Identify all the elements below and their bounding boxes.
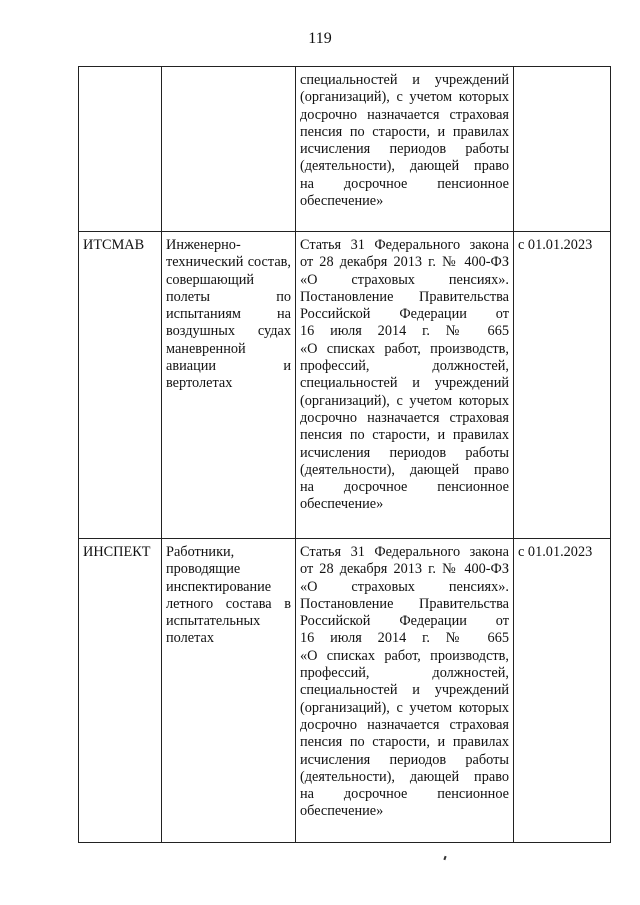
legal-text-line: на досрочное пенсионное (300, 479, 509, 496)
description-line: полеты по (166, 288, 291, 305)
legal-text-line: исчисления периодов работы (300, 751, 509, 768)
description-line: вертолетах (166, 375, 233, 392)
legal-text-line: специальностей и учреждений (300, 682, 509, 699)
legal-text-line: (деятельности), дающей право (300, 768, 509, 785)
description-line: инспектирование (166, 578, 272, 595)
legal-text-line: (организаций), с учетом которых (300, 89, 509, 106)
description-line: Работники, (166, 544, 235, 560)
legal-text-line: на досрочное пенсионное (300, 175, 509, 192)
legal-text-line: досрочно назначается страховая (300, 409, 509, 426)
description-line: летного состава в (166, 595, 291, 612)
legal-text-line: «О страховых пенсиях». (300, 578, 509, 595)
description-line: полетах (166, 630, 215, 647)
effective-date-cell (514, 67, 611, 232)
legal-text-line: (деятельности), дающей право (300, 158, 509, 175)
description-cell (162, 232, 296, 539)
legal-text-line: исчисления периодов работы (300, 141, 509, 158)
legal-text-line: 16 июля 2014 г. № 665 (300, 323, 509, 340)
effective-date-cell: с 01.01.2023 (514, 232, 611, 539)
table-row (79, 539, 611, 843)
legal-text-line: пенсия по старости, и правилах (300, 427, 509, 444)
table-row-continuation (79, 67, 611, 232)
description-line: совершающий (166, 271, 255, 288)
description-cell (162, 67, 296, 232)
legal-text-line: на досрочное пенсионное (300, 786, 509, 803)
legal-basis-cell (296, 539, 514, 843)
legal-text-line: обеспечение» (300, 496, 384, 513)
description-cell (162, 539, 296, 843)
legal-text-line: Постановление Правительства (300, 288, 509, 305)
legal-text-line: досрочно назначается страховая (300, 716, 509, 733)
description-line: технический состав, (166, 254, 291, 271)
legal-text-line: (организаций), с учетом которых (300, 392, 509, 409)
legal-text-line: Российской Федерации от (300, 613, 509, 630)
legal-text-line: Российской Федерации от (300, 306, 509, 323)
legal-text-line: обеспечение» (300, 803, 384, 820)
legal-text-line: пенсия по старости, и правилах (300, 123, 509, 140)
legal-text-line: «О списках работ, производств, (300, 340, 509, 357)
description-line: авиации и (166, 358, 291, 375)
legal-text-line: специальностей и учреждений (300, 375, 509, 392)
legal-text-line: от 28 декабря 2013 г. № 400-ФЗ (300, 561, 509, 578)
legal-text-line: пенсия по старости, и правилах (300, 734, 509, 751)
legal-text-line: профессий, должностей, (300, 665, 509, 682)
legal-text-line: «О страховых пенсиях». (300, 271, 509, 288)
legal-text-line: 16 июля 2014 г. № 665 (300, 630, 509, 647)
code-cell: ИТСМАВ (79, 232, 162, 539)
description-line: Инженерно- (166, 237, 241, 253)
legal-text-line: Статья 31 Федерального закона (300, 237, 509, 253)
page-number: 119 (308, 30, 332, 47)
description-line: испытательных (166, 613, 261, 630)
description-line: маневренной (166, 340, 246, 357)
description-line: проводящие (166, 561, 241, 578)
legal-basis-cell (296, 232, 514, 539)
legal-text-line: профессий, должностей, (300, 358, 509, 375)
legal-text-line: «О списках работ, производств, (300, 647, 509, 664)
legal-text-line: Постановление Правительства (300, 595, 509, 612)
description-line: воздушных судах (166, 323, 291, 340)
effective-date-cell: с 01.01.2023 (514, 539, 611, 843)
legal-text-line: (организаций), с учетом которых (300, 699, 509, 716)
legal-basis-cell (296, 67, 514, 232)
legal-text-line: (деятельности), дающей право (300, 461, 509, 478)
positions-table (78, 66, 611, 843)
code-cell (79, 67, 162, 232)
legal-text-line: специальностей и учреждений (300, 72, 509, 88)
legal-text-line: Статья 31 Федерального закона (300, 544, 509, 560)
legal-text-line: досрочно назначается страховая (300, 106, 509, 123)
legal-text-line: обеспечение» (300, 193, 384, 210)
legal-text-line: исчисления периодов работы (300, 444, 509, 461)
stray-ink-mark (443, 856, 446, 860)
legal-text-line: от 28 декабря 2013 г. № 400-ФЗ (300, 254, 509, 271)
code-cell: ИНСПЕКТ (79, 539, 162, 843)
description-line: испытаниям на (166, 306, 291, 323)
table-row (79, 232, 611, 539)
